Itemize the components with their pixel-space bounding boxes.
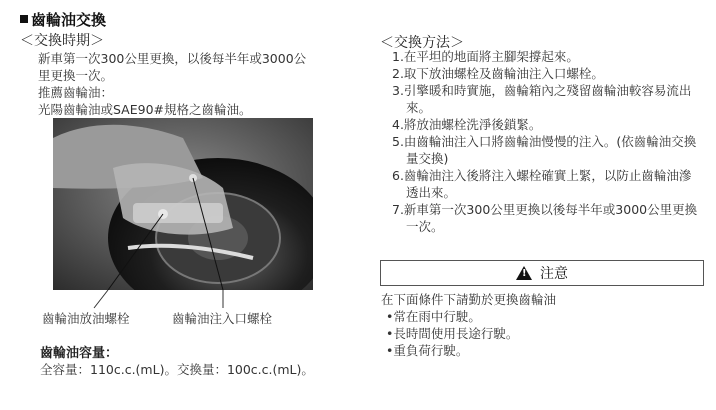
method-step: 1.在平坦的地面將主腳架撐起來。 — [392, 49, 579, 64]
method-step: 3.引擎暖和時實施，齒輪箱內之殘留齒輪油較容易流出來。 — [392, 83, 692, 115]
timing-line: 里更換一次。 — [38, 68, 114, 83]
method-step: 5.由齒輪油注入口將齒輪油慢慢的注入。(依齒輪油交換量交換) — [392, 134, 697, 166]
timing-line: 新車第一次300公里更換，以後每半年或3000公 — [38, 51, 307, 66]
caution-item: •長時間使用長途行駛。 — [386, 326, 519, 341]
warning-triangle-icon — [516, 266, 532, 280]
caution-intro: 在下面條件下請勤於更換齒輪油 — [381, 292, 557, 307]
capacity-header: 齒輪油容量： — [40, 346, 119, 361]
method-header: ＜交換方法＞ — [380, 35, 464, 51]
drain-bolt-label: 齒輪油放油螺栓 — [42, 311, 130, 326]
caution-item: •重負荷行駛。 — [386, 343, 469, 358]
caution-item: •常在雨中行駛。 — [386, 309, 481, 324]
method-step: 4.將放油螺栓洗淨後鎖緊。 — [392, 117, 542, 132]
method-step: 7.新車第一次300公里更換以後每半年或3000公里更換一次。 — [392, 202, 698, 234]
timing-line: 光陽齒輪油或SAE90#規格之齒輪油。 — [38, 102, 252, 117]
method-steps — [392, 48, 702, 235]
section-title-text: 齒輪油交換 — [31, 11, 107, 29]
caution-box — [380, 260, 704, 286]
timing-header: ＜交換時期＞ — [20, 33, 104, 49]
method-step: 2.取下放油螺栓及齒輪油注入口螺栓。 — [392, 66, 604, 81]
fill-bolt-label: 齒輪油注入口螺栓 — [172, 311, 273, 326]
timing-line: 推薦齒輪油： — [38, 85, 114, 100]
caution-list — [386, 308, 518, 359]
capacity-line: 全容量：110c.c.(mL)。交換量：100c.c.(mL)。 — [40, 362, 314, 377]
method-step: 6.齒輪油注入後將注入螺栓確實上緊，以防止齒輪油滲透出來。 — [392, 168, 692, 200]
caution-label: 注意 — [540, 266, 568, 282]
